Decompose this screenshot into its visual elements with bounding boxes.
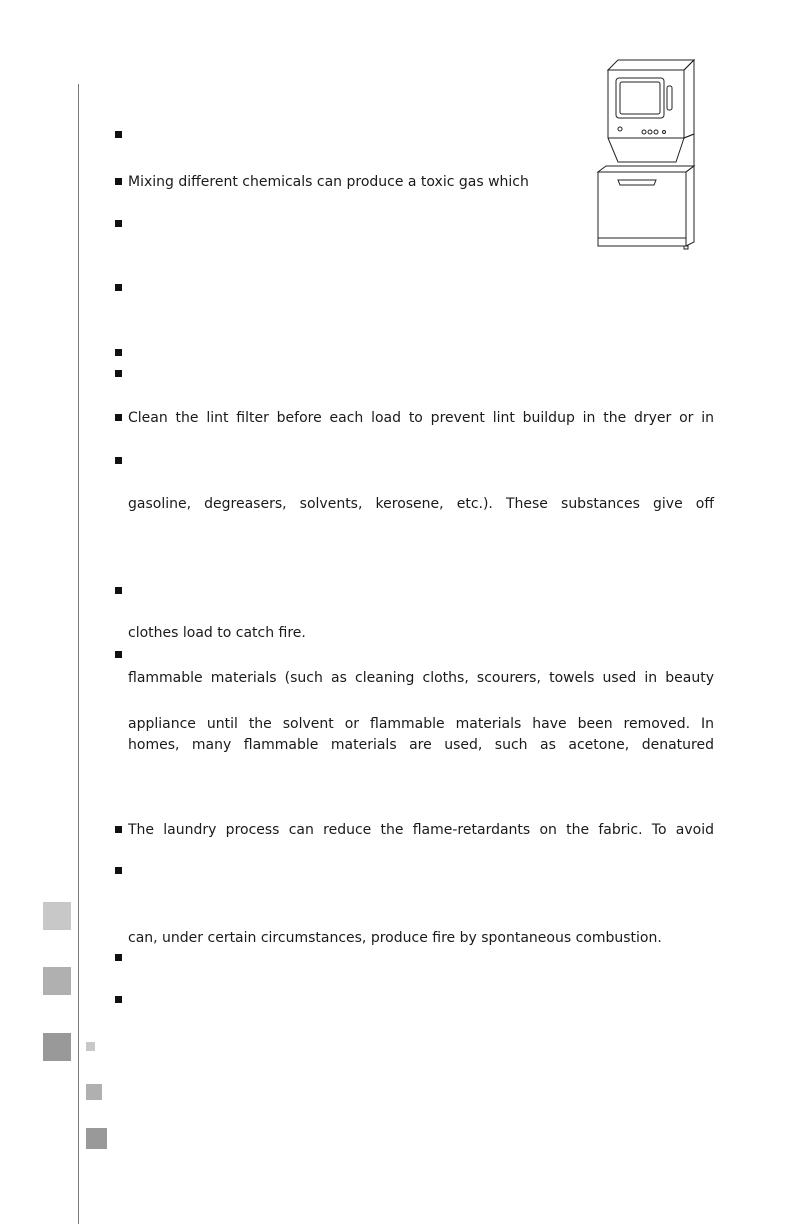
bullet-marker [115, 284, 122, 291]
body-line: homes, many flammable materials are used, such as acetone, denatured [128, 737, 714, 753]
body-line: The laundry process can reduce the flame-retardants on the fabric. To avoid [128, 822, 714, 838]
body-line: can, under certain circumstances, produce fire by spontaneous combustion. [128, 930, 662, 946]
legend-square-light [86, 1042, 95, 1051]
bullet-marker [115, 131, 122, 138]
bullet-marker [115, 996, 122, 1003]
bullet-marker [115, 349, 122, 356]
body-line: gasoline, degreasers, solvents, kerosene, etc.). These substances give off [128, 496, 714, 512]
bullet-marker [115, 178, 122, 185]
body-line: Clean the lint filter before each load to prevent lint buildup in the dryer or in [128, 410, 714, 426]
section-tab-light [43, 902, 71, 930]
section-tab-dark [43, 1033, 71, 1061]
bullet-marker [115, 651, 122, 658]
bullet-marker [115, 867, 122, 874]
body-line: Mixing different chemicals can produce a toxic gas which [128, 174, 529, 190]
body-line: flammable materials (such as cleaning cloths, scourers, towels used in beauty [128, 670, 714, 686]
bullet-marker [115, 457, 122, 464]
section-tab-mid [43, 967, 71, 995]
bullet-marker [115, 220, 122, 227]
bullet-marker [115, 370, 122, 377]
bullet-marker [115, 587, 122, 594]
body-line: appliance until the solvent or flammable materials have been removed. In [128, 716, 714, 732]
bullet-marker [115, 954, 122, 961]
bullet-marker [115, 414, 122, 421]
bullet-marker [115, 826, 122, 833]
body-line: clothes load to catch fire. [128, 625, 306, 641]
legend-square-dark [86, 1128, 107, 1149]
stacked-washer-dryer-illustration [596, 56, 702, 254]
page-margin-rule [78, 84, 79, 1224]
legend-square-mid [86, 1084, 102, 1100]
